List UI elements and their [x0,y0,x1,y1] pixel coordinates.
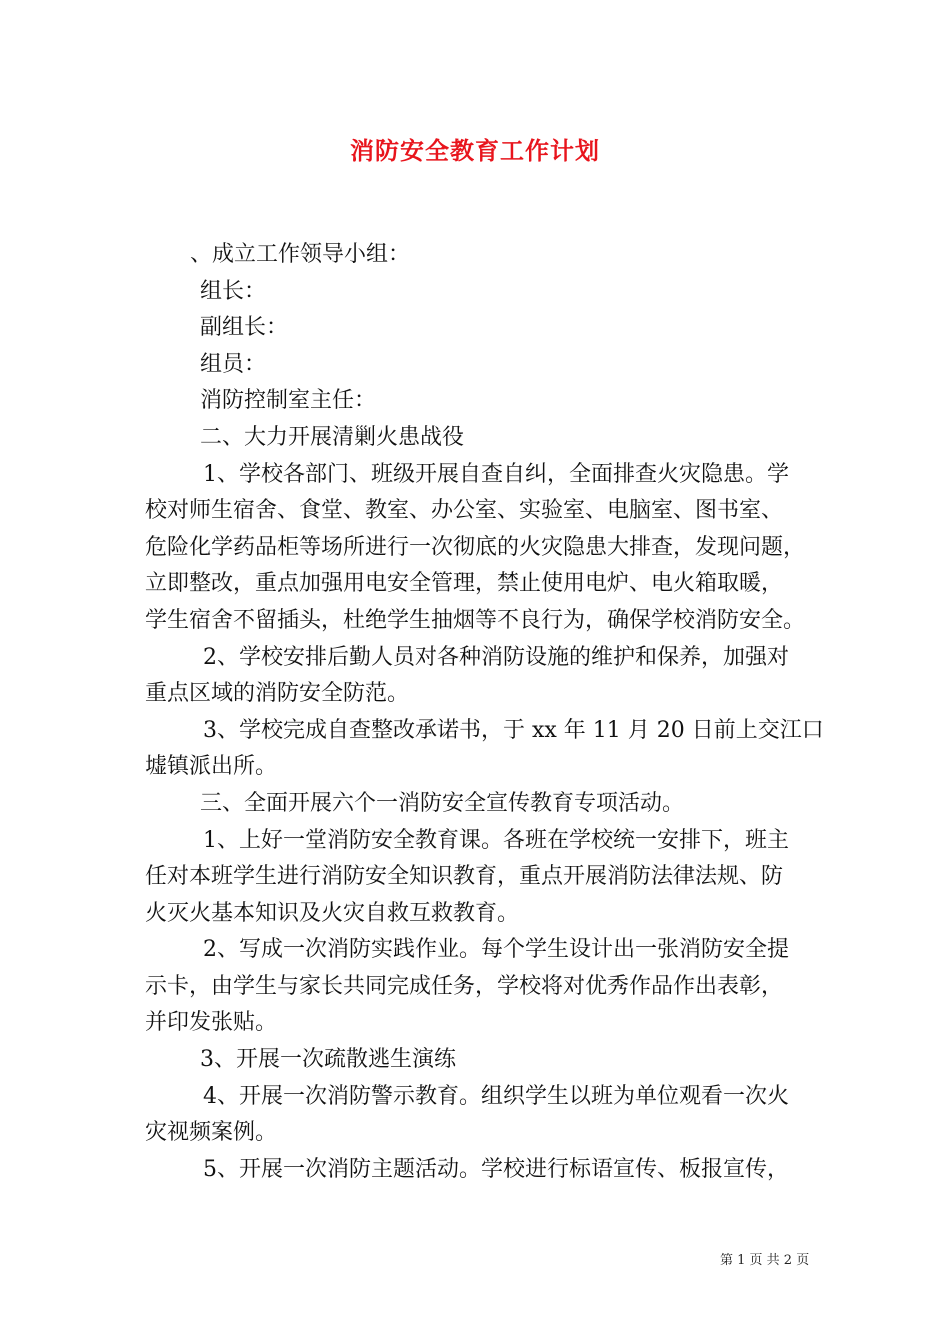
text-line: 5、开展一次消防主题活动。学校进行标语宣传、板报宣传， [203,1156,789,1182]
text-line: 1、上好一堂消防安全教育课。各班在学校统一安排下，班主 [203,827,789,853]
document-title: 消防安全教育工作计划 [350,136,600,165]
text-line: 2、学校安排后勤人员对各种消防设施的维护和保养，加强对 [203,644,789,670]
text-line: 示卡，由学生与家长共同完成任务，学校将对优秀作品作出表彰， [145,973,784,999]
text-line: 校对师生宿舍、食堂、教室、办公室、实验室、电脑室、图书室、 [145,498,784,524]
text-line: 重点区域的消防安全防范。 [145,681,410,707]
text-line: 任对本班学生进行消防安全知识教育，重点开展消防法律法规、防 [145,864,784,890]
text-line: 学生宿舍不留插头，杜绝学生抽烟等不良行为，确保学校消防安全。 [145,607,806,633]
text-line: 3、学校完成自查整改承诺书，于 xx 年 11 月 20 日前上交江口 [203,717,824,743]
text-line: 2、写成一次消防实践作业。每个学生设计出一张消防安全提 [203,937,789,963]
document-body [145,237,825,1188]
text-line: 墟镇派出所。 [145,754,278,780]
text-line: 副组长： [200,315,289,341]
text-line: 消防控制室主任： [200,388,377,414]
text-line: 组长： [200,278,267,304]
text-line: 灾视频案例。 [145,1120,278,1146]
section-heading: 三、全面开展六个一消防安全宣传教育专项活动。 [200,790,685,816]
page-number: 第 1 页 共 2 页 [720,1253,810,1268]
text-line: 并印发张贴。 [145,1010,278,1036]
text-line: 火灭火基本知识及火灾自救互救教育。 [145,900,520,926]
text-line: 1、学校各部门、班级开展自查自纠，全面排查火灾隐患。学 [203,461,789,487]
text-line: 4、开展一次消防警示教育。组织学生以班为单位观看一次火 [203,1083,789,1109]
text-line: 立即整改，重点加强用电安全管理，禁止使用电炉、电火箱取暖， [145,571,784,597]
section-heading: 、成立工作领导小组： [190,242,411,267]
text-line: 危险化学药品柜等场所进行一次彻底的火灾隐患大排查，发现问题， [145,534,806,560]
section-heading: 二、大力开展清剿火患战役 [200,424,465,450]
text-line: 3、开展一次疏散逃生演练 [200,1047,456,1073]
text-line: 组员： [200,351,267,377]
